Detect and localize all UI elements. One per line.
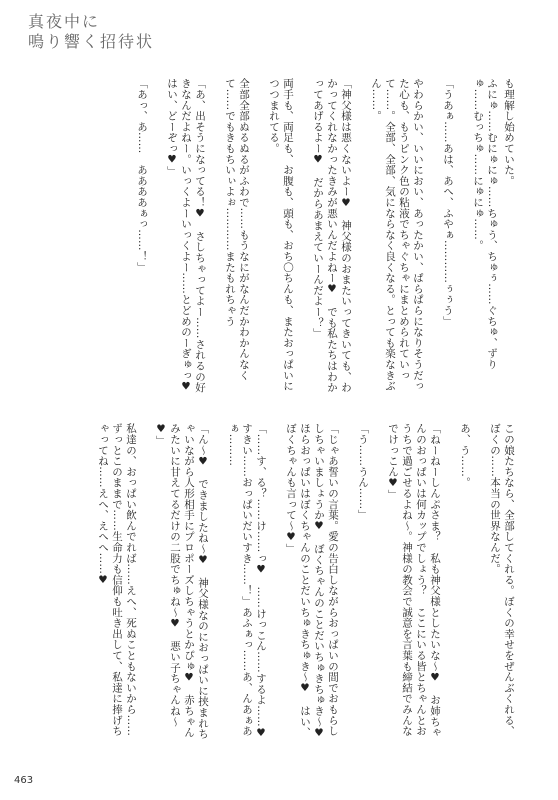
upper-tier (36, 78, 516, 404)
paragraph: 「あっ、あ…… ああああぁっ……！」 (136, 78, 148, 273)
paragraph: 「神父様は悪くないよー♥ 神父様のおまたいってきいても、わかってくれなかったきみが悪いんだよねー♥ でも私たちはわかってあげるよー♥ だからあまえていーんだよー？」 (312, 78, 352, 393)
paragraph: 「……す、る？……け……っ♥ ……けっこん……するよ……♥ すきい……おっぱいだいすき……！」あふぁっ……あ、んあぁあぁ……… (227, 423, 267, 751)
paragraph: 全部全部ぬるぬるがふわで……もうなにがなんだかわかんなくて……でもきもちいぃよぉ…………またもれちゃう (224, 78, 250, 381)
paragraph: あ、う……。 (459, 423, 471, 488)
paragraph: も理解し始めていた。 (503, 78, 515, 186)
running-title (28, 12, 168, 72)
paragraph: やわらかい、いいにおい、あったかい、ぱらぱらになりそうだった心も、もうピンク色の粘液でちゃぐちゃにまとめられていって……。全部、全部、気にならなく良くなる。とっても楽なきぶん……。 (370, 78, 424, 392)
title-line-2: 鳴り響く招待状 (28, 32, 155, 51)
paragraph: この娘たちなら、全部してくれる。ぼくの幸せをぜんぶくれる、ぼくの……本当の世界なんだ。 (489, 423, 515, 737)
paragraph: 私達の、おっぱい飲んでれば……えへ、死ぬこともないから……ずっとこのままで……生命力も信仰も吐き出して、私達に捧げちゃってね……えへ、えへへ……♥ (97, 423, 137, 737)
paragraph: 両手も、両足も、お腹も、頭も、おち〇ちんも、またおっぱいにつつまれてる。 (268, 78, 294, 392)
paragraph: 「ねーねーしんぷさま？ 私も神父様としたいな〜♥ お姉ちゃんのおっぱいは何カップでしょう？ ここにいる皆とちゃんとおうちで過ごせるよね〜。神様の教会で誠意を言葉も締結でみんなでけっこん♥」 (387, 423, 441, 738)
paragraph: ふにゅ……むにゅにゅ……ちゅう、ちゅぅ……ぐちゅ、ずりゅ……むっちゅ……にゅにゅ……。 (472, 78, 498, 370)
page-body (36, 78, 516, 758)
paragraph: 「う……うん……」 (357, 423, 369, 521)
paragraph: 「じゃあ誓いの言葉。愛の告白しながらおっぱいの間でおもらししちゃいましょうか♥ ぼくちゃんのことだいちゅきちゅき〜♥ ほらおっぱいはぼくちゃんのことだいちゅきちゅき〜♥ はい、ぼくちゃんも言って〜♥」 (285, 423, 339, 751)
page-number: 463 (14, 775, 34, 786)
paragraph: 「あ、出そうになってる！♥ さしちゃってよー……されるの好きなんだよねー。いっくよーいっくよー……とどめのーぎゅっ♥ はい、どーぞっ♥」 (166, 78, 206, 404)
paragraph: 「うあぁ……あは、あへ、ふやぁ…………ぅぅう」 (442, 78, 454, 327)
lower-tier (36, 423, 516, 751)
paragraph: 「ん〜♥ できましたね〜♥ 神父様なのにおっぱいに挟まれちゃいながら人形相手にプロポーズしちゃうとかぴゅ♥ 赤ちゃんみたいに甘えてるだけの二股でちゅね〜♥ 悪い子ちゃんね〜♥」 (155, 423, 209, 740)
title-line-1: 真夜中に (28, 12, 101, 31)
